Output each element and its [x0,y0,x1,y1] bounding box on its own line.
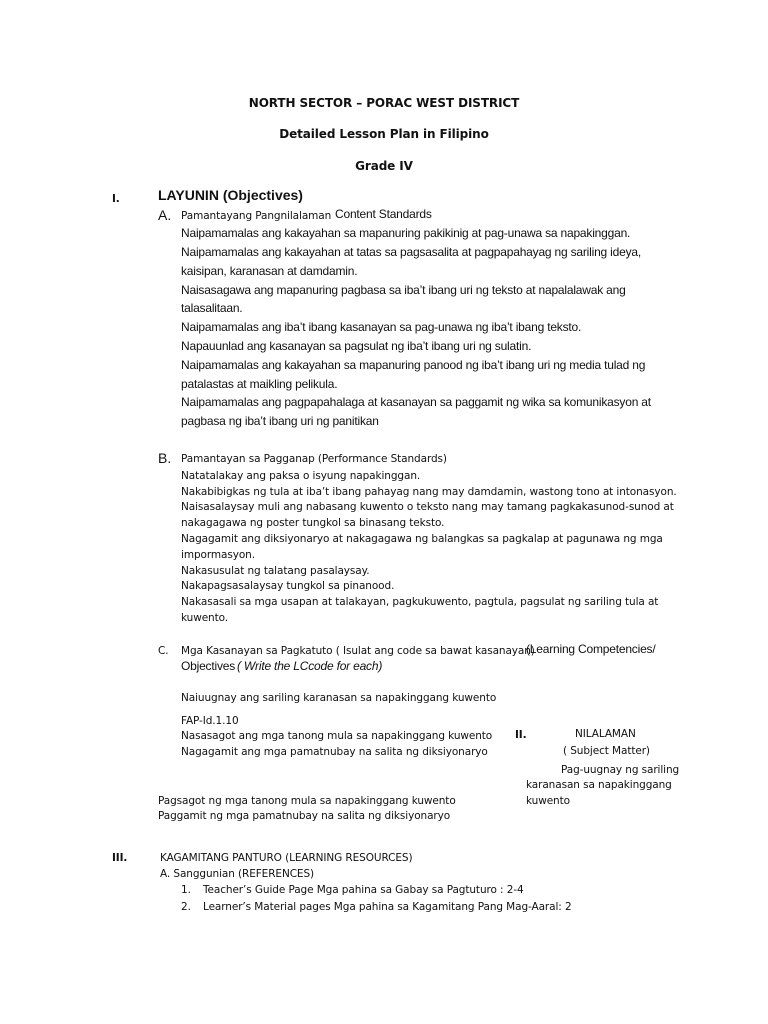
list-item: kaisipan, karanasan at damdamin. [181,264,358,278]
subject-matter-line: karanasan sa napakinggang [526,779,672,791]
list-item: Naisasagawa ang mapanuring pagbasa sa iba’t ibang uri ng teksto at napalalawak ang [181,283,626,297]
list-item: Naipamamalas ang iba’t ibang kasanayan sa pag-unawa ng iba’t ibang teksto. [181,320,582,334]
competency-item: Nagagamit ang mga pamatnubay na salita ng diksiyonaryo [181,746,488,758]
section-3-heading: KAGAMITANG PANTURO (LEARNING RESOURCES) [160,852,413,864]
reference-item: Teacher’s Guide Page Mga pahina sa Gabay sa Pagtuturo : 2-4 [203,884,524,896]
section-2-sub: ( Subject Matter) [563,745,650,757]
competency-item: Nasasagot ang mga tanong mula sa napakinggang kuwento [181,730,493,742]
list-item: Naipamamalas ang kakayahan sa mapanuring pakikinig at pag-unawa sa napakinggan. [181,226,631,240]
section-1a-label: Pamantayang Pangnilalaman [181,210,332,222]
section-1a-letter: A. [158,207,172,223]
section-2-heading: NILALAMAN [575,728,636,740]
list-item: patalastas at maikling pelikula. [181,377,338,391]
list-item: Nakabibigkas ng tula at iba’t ibang pahayag nang may damdamin, wastong tono at intonasyon. [181,486,677,498]
list-item: Nakasasali sa mga usapan at talakayan, pagkukuwento, pagtula, pagsulat ng sariling tula at [181,596,659,608]
list-item: talasalitaan. [181,301,243,315]
reference-item: Learner’s Material pages Mga pahina sa Kagamitang Pang Mag-Aaral: 2 [203,901,572,913]
list-item: Natatalakay ang paksa o isyung napakinggan. [181,470,421,482]
section-1c-label: Mga Kasanayan sa Pagkatuto ( Isulat ang code sa bawat kasanayan) [181,645,535,657]
list-item: nakagagawa ng poster tungkol sa binasang teksto. [181,517,445,529]
list-item: Nagagamit ang diksiyonaryo at nakagagawa ng balangkas sa pagkalap at pagunawa ng mga [181,533,663,545]
section-1c-label-en3: ( Write the LCcode for each) [237,659,383,673]
list-item: Naisasalaysay muli ang nabasang kuwento o teksto nang may tamang pagkakasunod-sunod at [181,501,674,513]
list-item: Naipamamalas ang kakayahan at tatas sa pagsasalita at pagpapahayag ng sariling ideya, [181,245,641,259]
section-1c-label-en: (Learning Competencies/ [526,642,656,656]
reference-number: 2. [181,901,191,913]
section-1c-label-en2: Objectives [181,659,236,673]
competency-item: Paggamit ng mga pamatnubay na salita ng diksiyonaryo [158,810,451,822]
list-item: Nakapagsasalaysay tungkol sa pinanood. [181,580,395,592]
list-item: Nakasusulat ng talatang pasalaysay. [181,565,370,577]
subject-matter-line: kuwento [526,795,570,807]
section-1c-letter: C. [158,645,169,657]
list-item: kuwento. [181,612,229,624]
section-1a-label-en: Content Standards [335,207,432,221]
list-item: Napauunlad ang kasanayan sa pagsulat ng iba’t ibang uri ng sulatin. [181,339,532,353]
section-1-heading: LAYUNIN (Objectives) [158,187,303,203]
list-item: impormasyon. [181,549,255,561]
grade-level: Grade IV [355,159,413,173]
district-heading: NORTH SECTOR – PORAC WEST DISTRICT [248,96,520,110]
list-item: Naipamamalas ang kakayahan sa mapanuring panood ng iba’t ibang uri ng media tulad ng [181,358,646,372]
section-1-numeral: I. [112,193,120,205]
section-3-numeral: III. [112,852,128,864]
lc-code: FAP-Id.1.10 [181,715,239,727]
section-3a-label: A. Sanggunian (REFERENCES) [160,868,315,880]
competency-item: Pagsagot ng mga tanong mula sa napakinggang kuwento [158,795,456,807]
section-2-numeral: II. [515,729,527,741]
section-1b-letter: B. [158,450,172,466]
list-item: pagbasa ng iba’t ibang uri ng panitikan [181,414,379,428]
list-item: Naipamamalas ang pagpapahalaga at kasanayan sa paggamit ng wika sa komunikasyon at [181,395,651,409]
section-1b-label: Pamantayan sa Pagganap (Performance Standards) [181,453,447,465]
reference-number: 1. [181,884,191,896]
document-title: Detailed Lesson Plan in Filipino [279,127,489,141]
subject-matter-line: Pag-uugnay ng sariling [561,764,680,776]
competency-item: Naiuugnay ang sariling karanasan sa napakinggang kuwento [181,692,497,704]
